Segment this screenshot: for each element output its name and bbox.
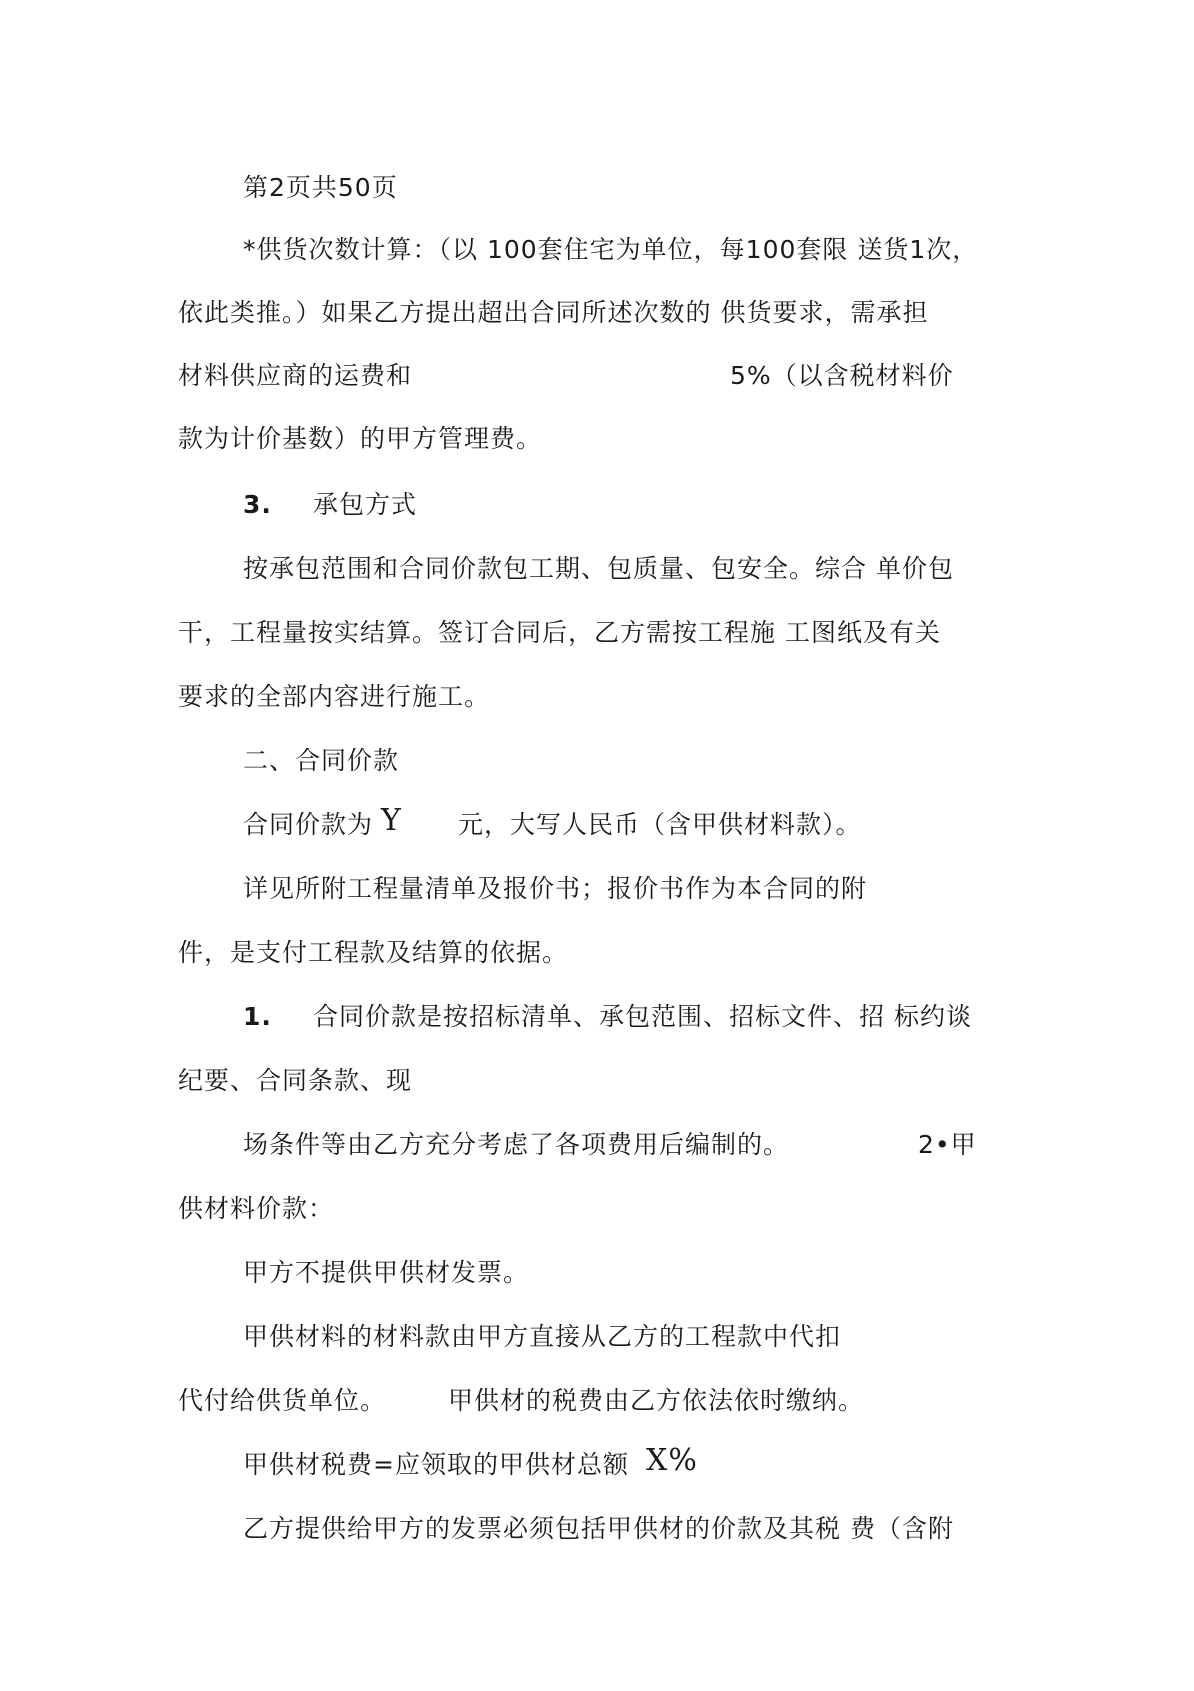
paragraph-line: 详见所附工程量清单及报价书；报价书作为本合同的附 [243, 874, 868, 903]
section-number: 3. [243, 490, 272, 519]
paragraph-line: 按承包范围和合同价款包工期、包质量、包安全。综合 单价包 [243, 554, 954, 583]
item-number: 2•甲 [918, 1130, 977, 1159]
paragraph-line: 要求的全部内容进行施工。 [178, 682, 491, 711]
item-number: 1. [243, 1002, 272, 1031]
paragraph-line: 5%（以含税材料价 [730, 361, 954, 390]
paragraph-line: 场条件等由乙方充分考虑了各项费用后编制的。 [243, 1130, 790, 1159]
paragraph-line: 款为计价基数）的甲方管理费。 [178, 424, 543, 453]
formula-text: X% [646, 1443, 698, 1478]
paragraph-line: 元，大写人民币（含甲供材料款）。 [458, 810, 862, 839]
section-heading: 承包方式 [313, 490, 418, 519]
page-header: 第2页共50页 [243, 173, 398, 202]
paragraph-line: 合同价款为 [243, 810, 374, 839]
paragraph-line: 供材料价款： [178, 1194, 335, 1223]
paragraph-line: 依此类推。）如果乙方提出超出合同所述次数的 供货要求，需承担 [178, 298, 929, 327]
paragraph-line: 干，工程量按实结算。签订合同后，乙方需按工程施 工图纸及有关 [178, 618, 941, 647]
paragraph-line: 甲供材的税费由乙方依法依时缴纳。 [448, 1386, 865, 1415]
paragraph-line: 甲供材税费=应领取的甲供材总额 [243, 1450, 629, 1479]
paragraph-line: 代付给供货单位。 [178, 1386, 387, 1415]
paragraph-line: 纪要、合同条款、现 [178, 1066, 413, 1095]
paragraph-line: 甲供材料的材料款由甲方直接从乙方的工程款中代扣 [243, 1322, 842, 1351]
paragraph-line: 乙方提供给甲方的发票必须包括甲供材的价款及其税 费（含附 [243, 1514, 954, 1543]
paragraph-line: *供货次数计算：（以 100套住宅为单位，每100套限 送货1次， [243, 235, 979, 264]
paragraph-line: 件，是支付工程款及结算的依据。 [178, 938, 569, 967]
paragraph-line: 合同价款是按招标清单、承包范围、招标文件、招 标约谈 [313, 1002, 972, 1031]
paragraph-line: 甲方不提供甲供材发票。 [243, 1258, 530, 1287]
paragraph-line: 材料供应商的运费和 [178, 361, 413, 390]
currency-symbol: Y [381, 803, 402, 838]
section-heading: 二、合同价款 [243, 746, 400, 775]
